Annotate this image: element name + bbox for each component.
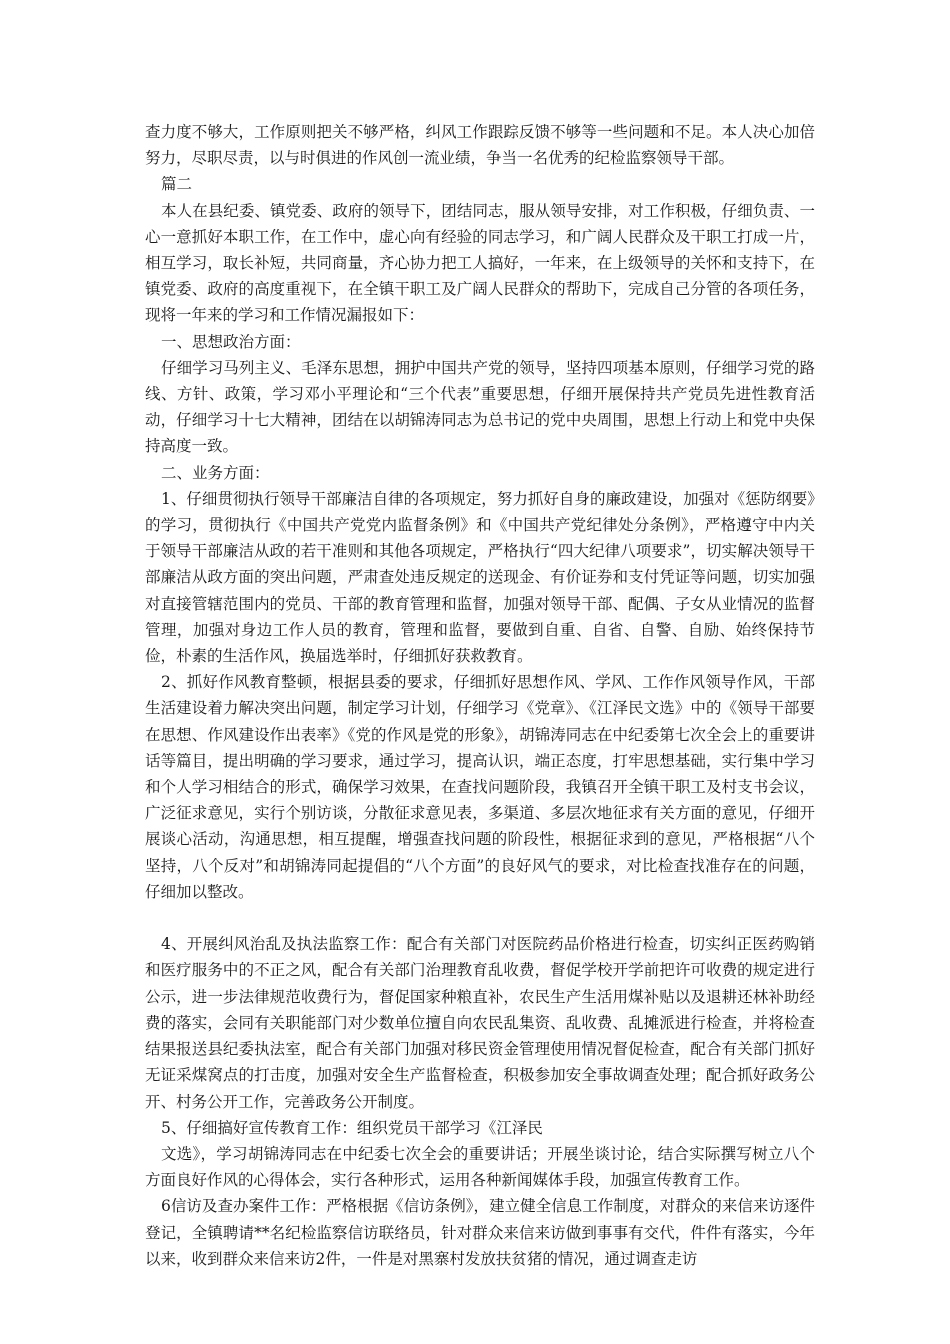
paragraph-summary: 本人在县纪委、镇党委、政府的领导下，团结同志，服从领导安排，对工作积极，仔细负责、一心一意抓好本职工作，在工作中，虚心向有经验的同志学习，和广阔人民群众及干职工打成一片，相互学习，取长补短，共同商量，齐心协力把工人搞好，一年来，在上级领导的关怀和支持下，在镇党委、政府的高度重视下，在全镇干职工及广阔人民群众的帮助下，完成自己分管的各项任务，现将一年来的学习和工作情况漏报如下： [145, 201, 815, 325]
paragraph-item-6: 6信访及查办案件工作：严格根据《信访条例》，建立健全信息工作制度，对群众的来信来访逐件登记，全镇聘请**名纪检监察信访联络员，针对群众来信来访做到事事有交代，件件有落实，今年以来，收到群众来信来访2件，一件是对黑寨村发放扶贫猪的情况，通过调查走访 [145, 1197, 815, 1268]
paragraph-item-5: 5、仔细搞好宣传教育工作：组织党员干部学习《江泽民 [161, 1118, 543, 1137]
paragraph-ideology: 仔细学习马列主义、毛泽东思想，拥护中国共产党的领导，坚持四项基本原则，仔细学习党的路线、方针、政策，学习邓小平理论和“三个代表”重要思想，仔细开展保持共产党员先进性教育活动，仔细学习十七大精神，团结在以胡锦涛同志为总书记的党中央周围，思想上行动上和党中央保持高度一致。 [145, 358, 815, 456]
blank-line [145, 905, 815, 931]
paragraph-intro: 查力度不够大，工作原则把关不够严格，纠风工作跟踪反馈不够等一些问题和不足。本人决心加倍努力，尽职尽责，以与时俱进的作风创一流业绩，争当一名优秀的纪检监察领导干部。 [145, 123, 815, 168]
document-page [145, 119, 815, 1272]
paragraph-item-2: 2、抓好作风教育整顿，根据县委的要求，仔细抓好思想作风、学风、工作作风领导作风，干部生活建设着力解决突出问题，制定学习计划，仔细学习《党章》、《江泽民文选》中的《领导干部要在思想、作风建设作出表率》《党的作风是党的形象》，胡锦涛同志在中纪委第七次全会上的重要讲话等篇目，提出明确的学习要求，通过学习，提高认识，端正态度，打牢思想基础，实行集中学习和个人学习相结合的形式，确保学习效果，在查找问题阶段，我镇召开全镇干职工及村支书会议，广泛征求意见，实行个别访谈，分散征求意见表，多渠道、多层次地征求有关方面的意见，仔细开展谈心活动，沟通思想，相互提醒，增强查找问题的阶段性，根据征求到的意见，严格根据“八个坚持，八个反对”和胡锦涛同起提倡的“八个方面”的良好风气的要求，对比检查找准存在的问题，仔细加以整改。 [145, 673, 815, 901]
paragraph-item-5-cont: 文选》，学习胡锦涛同志在中纪委七次全会的重要讲话；开展坐谈讨论，结合实际撰写树立八个方面良好作风的心得体会，实行各种形式，运用各种新闻媒体手段，加强宣传教育工作。 [145, 1144, 815, 1190]
paragraph-item-4: 4、开展纠风治乱及执法监察工作：配合有关部门对医院药品价格进行检查，切实纠正医药购销和医疗服务中的不正之风，配合有关部门治理教育乱收费，督促学校开学前把许可收费的规定进行公示，进一步法律规范收费行为，督促国家种粮直补，农民生产生活用煤补贴以及退耕还林补助经费的落实，会同有关职能部门对少数单位擅自向农民乱集资、乱收费、乱摊派进行检查，并将检查结果报送县纪委执法室，配合有关部门加强对移民资金管理使用情况督促检查，配合有关部门抓好无证采煤窝点的打击度，加强对安全生产监督检查，积极参加安全事故调查处理；配合抓好政务公开、村务公开工作，完善政务公开制度。 [145, 935, 815, 1111]
heading-business: 二、业务方面： [161, 463, 270, 482]
heading-ideology: 一、思想政治方面： [161, 332, 301, 351]
section-heading-pian-er: 篇二 [161, 175, 193, 194]
paragraph-item-1: 1、仔细贯彻执行领导干部廉洁自律的各项规定，努力抓好自身的廉政建设，加强对《惩防纲要》的学习，贯彻执行《中国共产党党内监督条例》和《中国共产党纪律处分条例》，严格遵守中内关于领导干部廉洁从政的若干准则和其他各项规定，严格执行“四大纪律八项要求”，切实解决领导干部廉洁从政方面的突出问题，严肃查处违反规定的送现金、有价证券和支付凭证等问题，切实加强对直接管辖范围内的党员、干部的教育管理和监督，加强对领导干部、配偶、子女从业情况的监督管理，加强对身边工作人员的教育，管理和监督，要做到自重、自省、自警、自励、始终保持节俭，朴素的生活作风，换届选举时，仔细抓好获救教育。 [145, 489, 815, 666]
